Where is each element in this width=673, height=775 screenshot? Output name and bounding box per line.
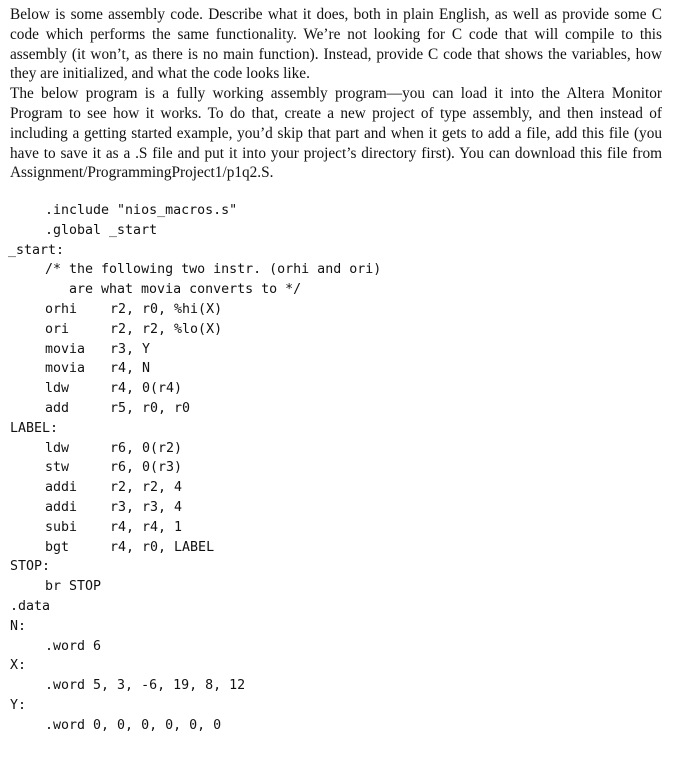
instruction-operands: r2, r2, 4 [110,480,183,496]
data-directive: .data [10,598,51,614]
global-directive: .global _start [45,222,158,238]
instruction-operands: r6, 0(r2) [110,440,183,456]
instructions-paragraph-2: The below program is a fully working assembly program—you can load it into the Altera Monitor Program to see how it works. To do that, create a new project of type assembly, and then instead of including a getting started example, you’d skip that part and when it gets to add a file, add this file (you have to save it as a .S file and put it into your project’s directory first). You can download this file from Assignment/ProgrammingProject1/p1q2.S. [10,85,662,182]
assembly-code-listing [0,201,673,736]
assignment-instructions [10,5,662,183]
instruction-mnemonic: subi [45,519,78,535]
y-label: Y: [10,697,27,713]
include-directive: .include "nios_macros.s" [45,203,238,218]
instruction-line [0,498,673,518]
code-line [0,617,673,637]
instruction-operands: r4, N [110,361,151,377]
instruction-operands: r3, Y [110,341,151,357]
code-line [0,557,673,577]
instruction-mnemonic: movia [45,341,86,357]
instruction-line [0,399,673,419]
instruction-line [0,300,673,320]
instructions-paragraph-1: Below is some assembly code. Describe what it does, both in plain English, as well as provide some C code which performs the same functionality. We’re not looking for C code that will compile to this assembly (it won’t, as there is no main function). Instead, provide C code that shows the variables, how they are initialized, and what the code looks like. [10,6,662,83]
code-line [0,696,673,716]
code-line [0,201,673,221]
loop-label: LABEL: [10,420,59,436]
code-line [0,241,673,261]
n-label: N: [10,618,27,634]
instruction-line [0,359,673,379]
instruction-line [0,518,673,538]
instruction-operands: r2, r0, %hi(X) [110,301,223,317]
instruction-operands: r4, r4, 1 [110,519,183,535]
instruction-operands: r6, 0(r3) [110,460,183,476]
x-word-directive: .word 5, 3, -6, 19, 8, 12 [45,678,246,694]
instruction-operands: r2, r2, %lo(X) [110,321,223,337]
instruction-mnemonic: ldw [45,440,70,456]
code-line [0,577,673,597]
instruction-line [0,320,673,340]
instruction-operands: r5, r0, r0 [110,400,191,416]
instruction-line [0,538,673,558]
code-line [0,419,673,439]
instruction-line [0,478,673,498]
n-word-directive: .word 6 [45,638,102,654]
instruction-line [0,458,673,478]
code-line [0,676,673,696]
code-comment: /* the following two instr. (orhi and ori) [45,262,382,278]
code-line [0,260,673,280]
start-label: _start: [8,242,65,258]
instruction-operands: r4, 0(r4) [110,381,183,397]
instruction-mnemonic: addi [45,499,78,515]
instruction-mnemonic: bgt [45,539,70,555]
code-line [0,716,673,736]
y-word-directive: .word 0, 0, 0, 0, 0, 0 [45,717,222,733]
x-label: X: [10,658,27,674]
code-line [0,280,673,300]
instruction-line [0,379,673,399]
code-line [0,597,673,617]
stop-instruction: br STOP [45,579,102,595]
instruction-mnemonic: add [45,400,70,416]
instruction-line [0,340,673,360]
stop-label: STOP: [10,559,51,575]
instruction-mnemonic: movia [45,361,86,377]
instruction-mnemonic: addi [45,480,78,496]
code-line [0,656,673,676]
instruction-mnemonic: ldw [45,381,70,397]
code-comment: are what movia converts to */ [69,282,302,298]
code-line [0,637,673,657]
instruction-mnemonic: orhi [45,301,78,317]
instruction-mnemonic: stw [45,460,70,476]
instruction-line [0,439,673,459]
code-line [0,221,673,241]
instruction-operands: r3, r3, 4 [110,499,183,515]
instruction-operands: r4, r0, LABEL [110,539,215,555]
instruction-mnemonic: ori [45,321,70,337]
